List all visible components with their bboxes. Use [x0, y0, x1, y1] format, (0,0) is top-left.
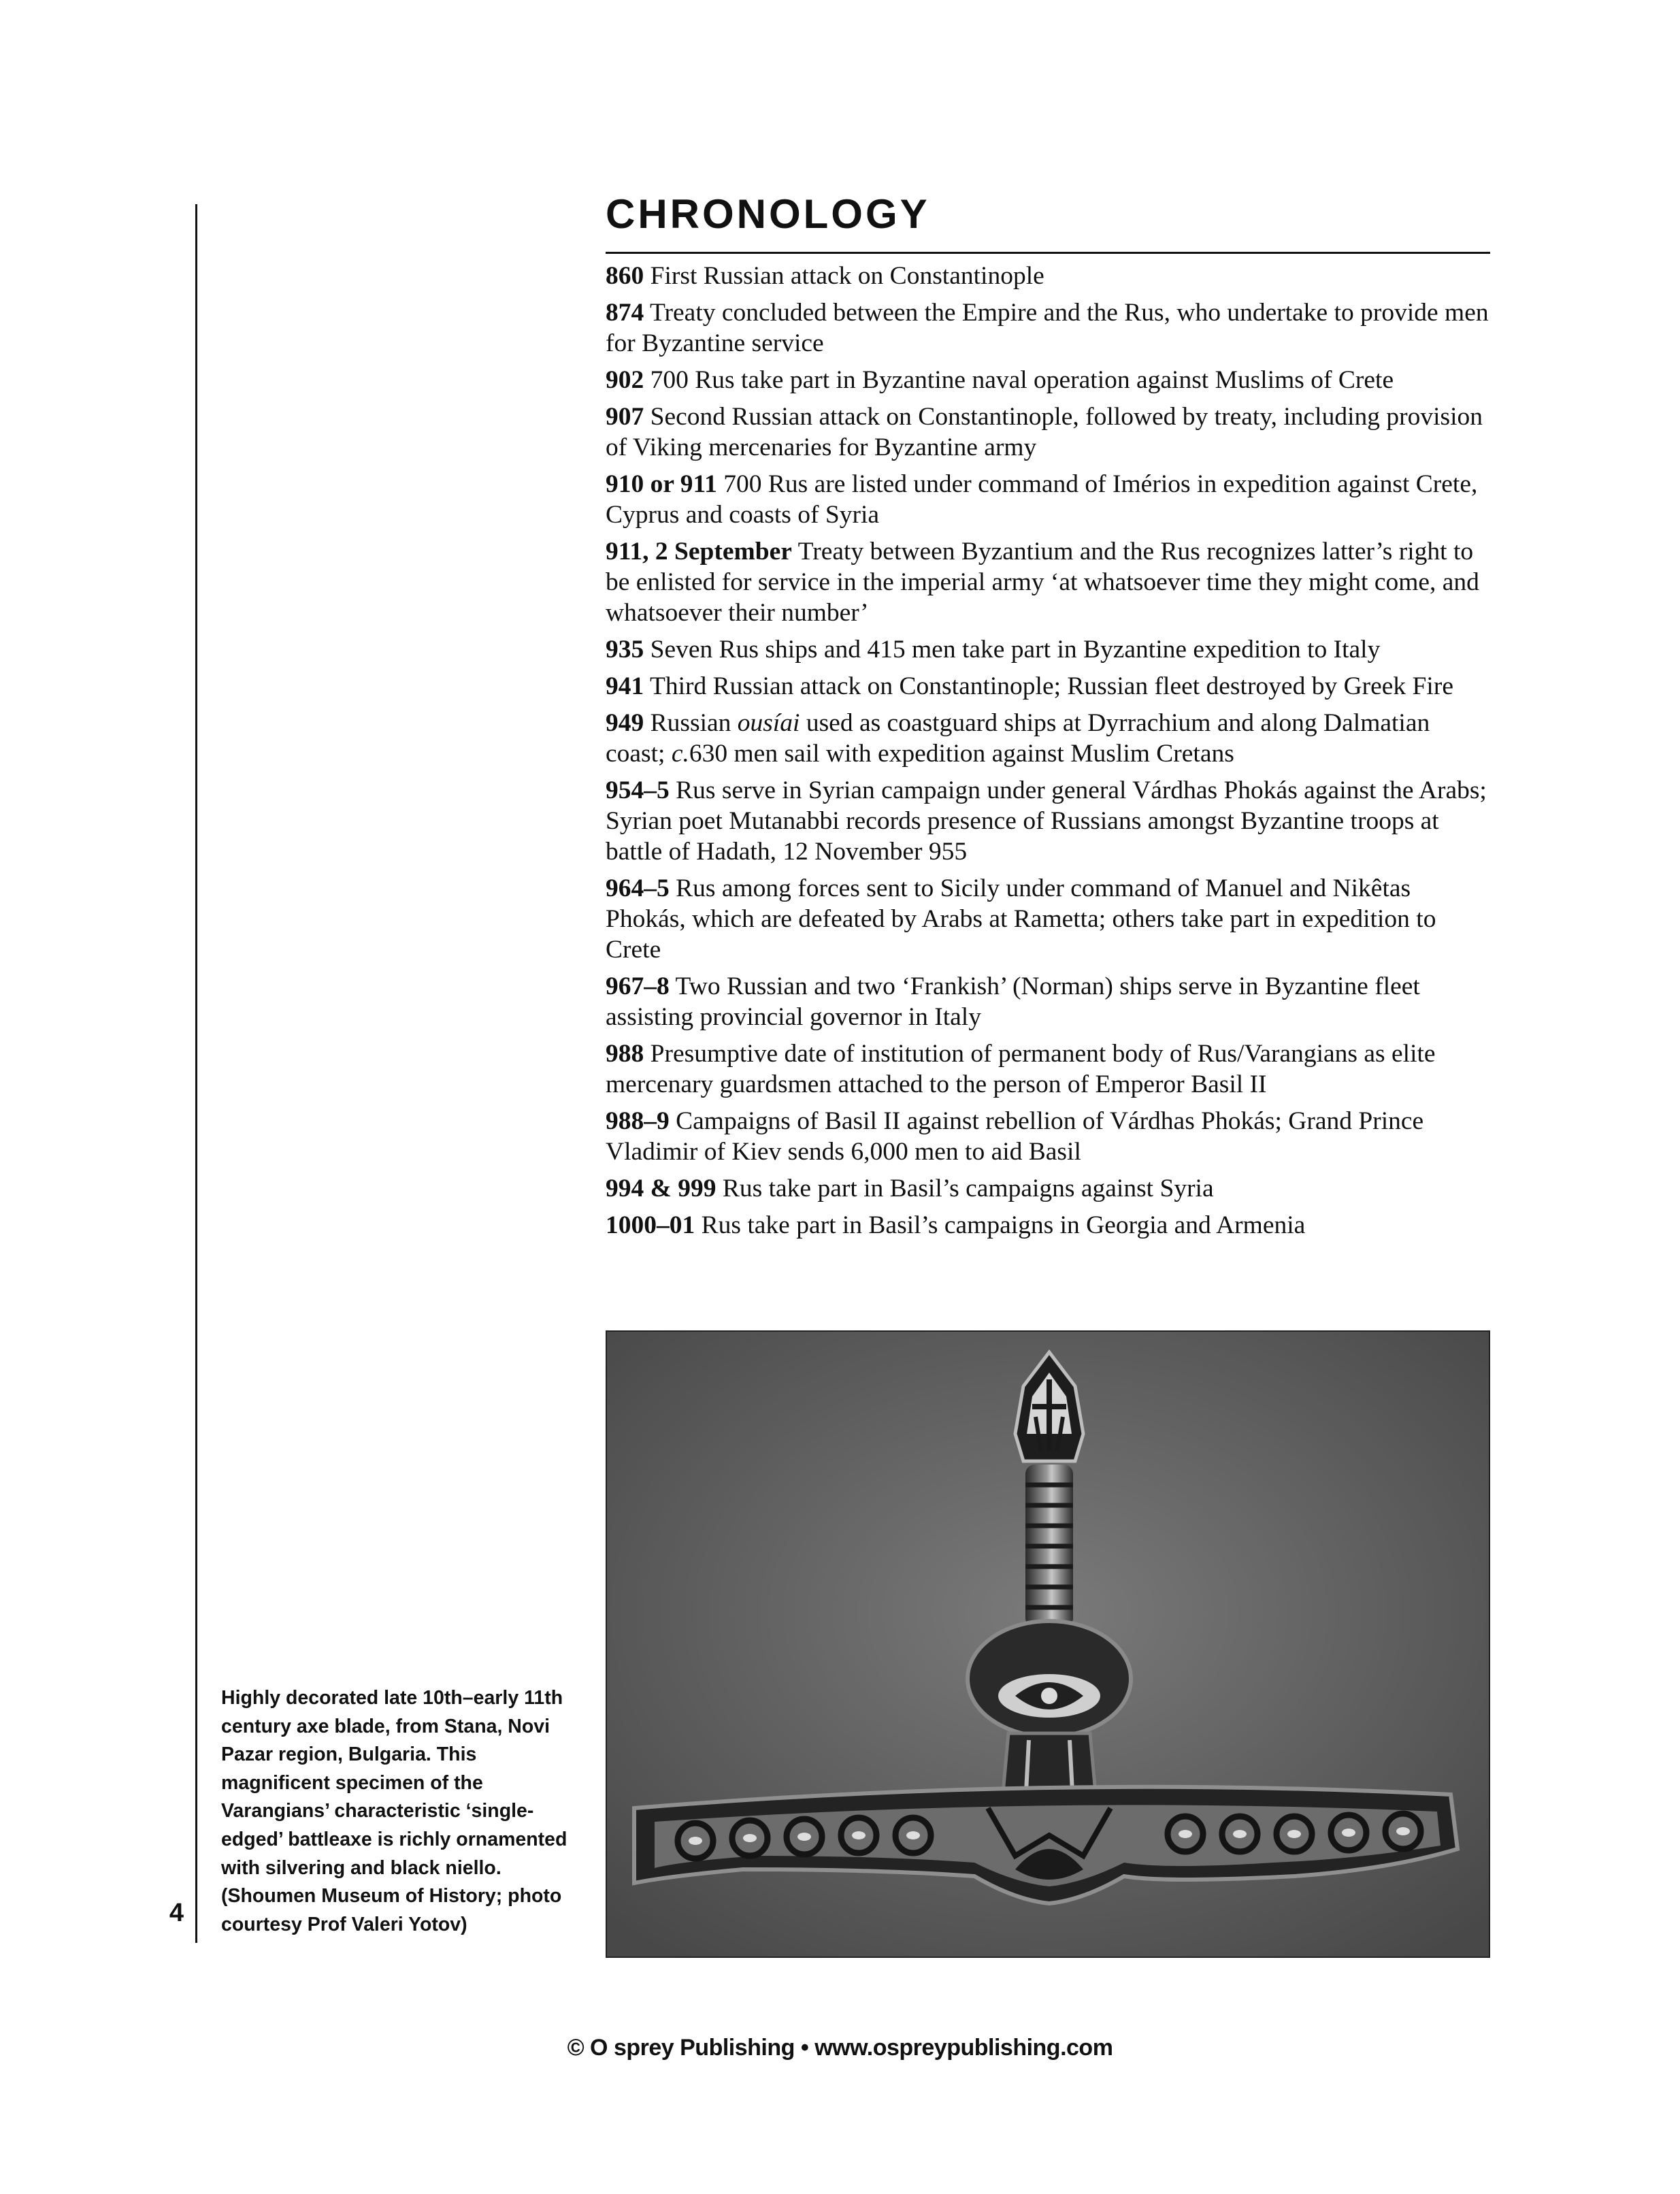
margin-rule — [195, 204, 197, 1943]
entry-date: 954–5 — [606, 776, 670, 804]
entry-date: 907 — [606, 403, 644, 431]
entry-date: 988 — [606, 1040, 644, 1068]
entry-date: 910 or 911 — [606, 470, 717, 498]
axe-boss — [968, 1621, 1131, 1737]
entry-text: Rus among forces sent to Sicily under command of Manuel and Nikêtas Phokás, which are defeated by Arabs at Rametta; others take part in expedition to Crete — [606, 874, 1436, 964]
chronology-entry — [606, 775, 1490, 867]
entry-text: Treaty concluded between the Empire and the Rus, who undertake to provide men for Byzantine service — [606, 299, 1489, 357]
entry-date: 994 & 999 — [606, 1175, 717, 1202]
chronology-entry — [606, 1173, 1490, 1204]
chronology-entry — [606, 297, 1490, 359]
axe-socket — [1025, 1464, 1073, 1628]
entry-text: 700 Rus are listed under command of Imérios in expedition against Crete, Cyprus and coasts of Syria — [606, 470, 1478, 529]
entry-date: 1000–01 — [606, 1211, 695, 1239]
entry-text: Treaty between Byzantium and the Rus recognizes latter’s right to be enlisted for service in the imperial army ‘at whatsoever time they might come, and whatsoever their number’ — [606, 538, 1479, 627]
entry-text: used as coastguard ships at Dyrrachium and along Dalmatian coast; — [606, 709, 1430, 768]
title-rule — [606, 252, 1490, 254]
entry-text: Campaigns of Basil II against rebellion of Várdhas Phokás; Grand Prince Vladimir of Kiev sends 6,000 men to aid Basil — [606, 1107, 1424, 1166]
chronology-entry — [606, 671, 1490, 702]
entry-text: Russian — [650, 709, 731, 737]
entry-text: Seven Rus ships and 415 men take part in Byzantine expedition to Italy — [650, 636, 1381, 664]
chronology-entry — [606, 469, 1490, 530]
entry-date: 964–5 — [606, 874, 670, 902]
chronology-entry — [606, 261, 1490, 291]
axe-photo — [606, 1330, 1490, 1958]
copyright-footer: © O sprey Publishing • www.ospreypublishing.com — [567, 2035, 1113, 2061]
entry-text: 700 Rus take part in Byzantine naval operation against Muslims of Crete — [650, 366, 1394, 394]
entry-text: Rus serve in Syrian campaign under general Várdhas Phokás against the Arabs; Syrian poet Mutanabbi records presence of Russians amongst Byzantine troops at battle of Hadath, 12 November 955 — [606, 776, 1487, 866]
entry-text: Two Russian and two ‘Frankish’ (Norman) ships serve in Byzantine fleet assisting provincial governor in Italy — [606, 972, 1420, 1031]
chronology-entry — [606, 873, 1490, 965]
chronology-entry — [606, 1210, 1490, 1241]
entry-date: 967–8 — [606, 972, 670, 1000]
chronology-entry — [606, 1106, 1490, 1167]
entry-date: 949 — [606, 709, 644, 737]
entry-italic-abbrev: c. — [671, 740, 689, 768]
chronology-entry — [606, 365, 1490, 395]
entry-text: First Russian attack on Constantinople — [650, 262, 1044, 290]
entry-text: Second Russian attack on Constantinople, followed by treaty, including provision of Viking mercenaries for Byzantine army — [606, 403, 1483, 461]
chronology-entry — [606, 1038, 1490, 1100]
entry-date: 860 — [606, 262, 644, 290]
page-title: CHRONOLOGY — [606, 191, 930, 237]
entry-text: Third Russian attack on Constantinople; Russian fleet destroyed by Greek Fire — [649, 672, 1453, 700]
chronology-list — [606, 261, 1490, 1247]
chronology-entry — [606, 634, 1490, 665]
axe-illustration — [607, 1332, 1489, 1956]
entry-text: Rus take part in Basil’s campaigns against Syria — [722, 1175, 1214, 1202]
entry-date: 911, 2 September — [606, 538, 792, 566]
entry-date: 988–9 — [606, 1107, 670, 1135]
entry-date: 935 — [606, 636, 644, 664]
chronology-entry — [606, 971, 1490, 1032]
entry-text: Rus take part in Basil’s campaigns in Georgia and Armenia — [701, 1211, 1306, 1239]
figure-caption: Highly decorated late 10th–early 11th century axe blade, from Stana, Novi Pazar region, Bulgaria. This magnificent specimen of the Varangians’ characteristic ‘single-edged’ battleaxe is richly ornamented with silvering and black niello. (Shoumen Museum of History; photo courtesy Prof Valeri Yotov) — [221, 1687, 567, 1935]
entry-date: 902 — [606, 366, 644, 394]
entry-date: 941 — [606, 672, 644, 700]
entry-text: Presumptive date of institution of permanent body of Rus/Varangians as elite mercenary guardsmen attached to the person of Emperor Basil II — [606, 1040, 1436, 1098]
chronology-entry — [606, 402, 1490, 463]
entry-italic-term: ousíai — [737, 709, 800, 737]
chronology-entry — [606, 708, 1490, 769]
entry-text: 630 men sail with expedition against Muslim Cretans — [689, 740, 1234, 768]
page-number: 4 — [169, 1899, 184, 1927]
entry-date: 874 — [606, 299, 644, 327]
chronology-entry — [606, 536, 1490, 628]
